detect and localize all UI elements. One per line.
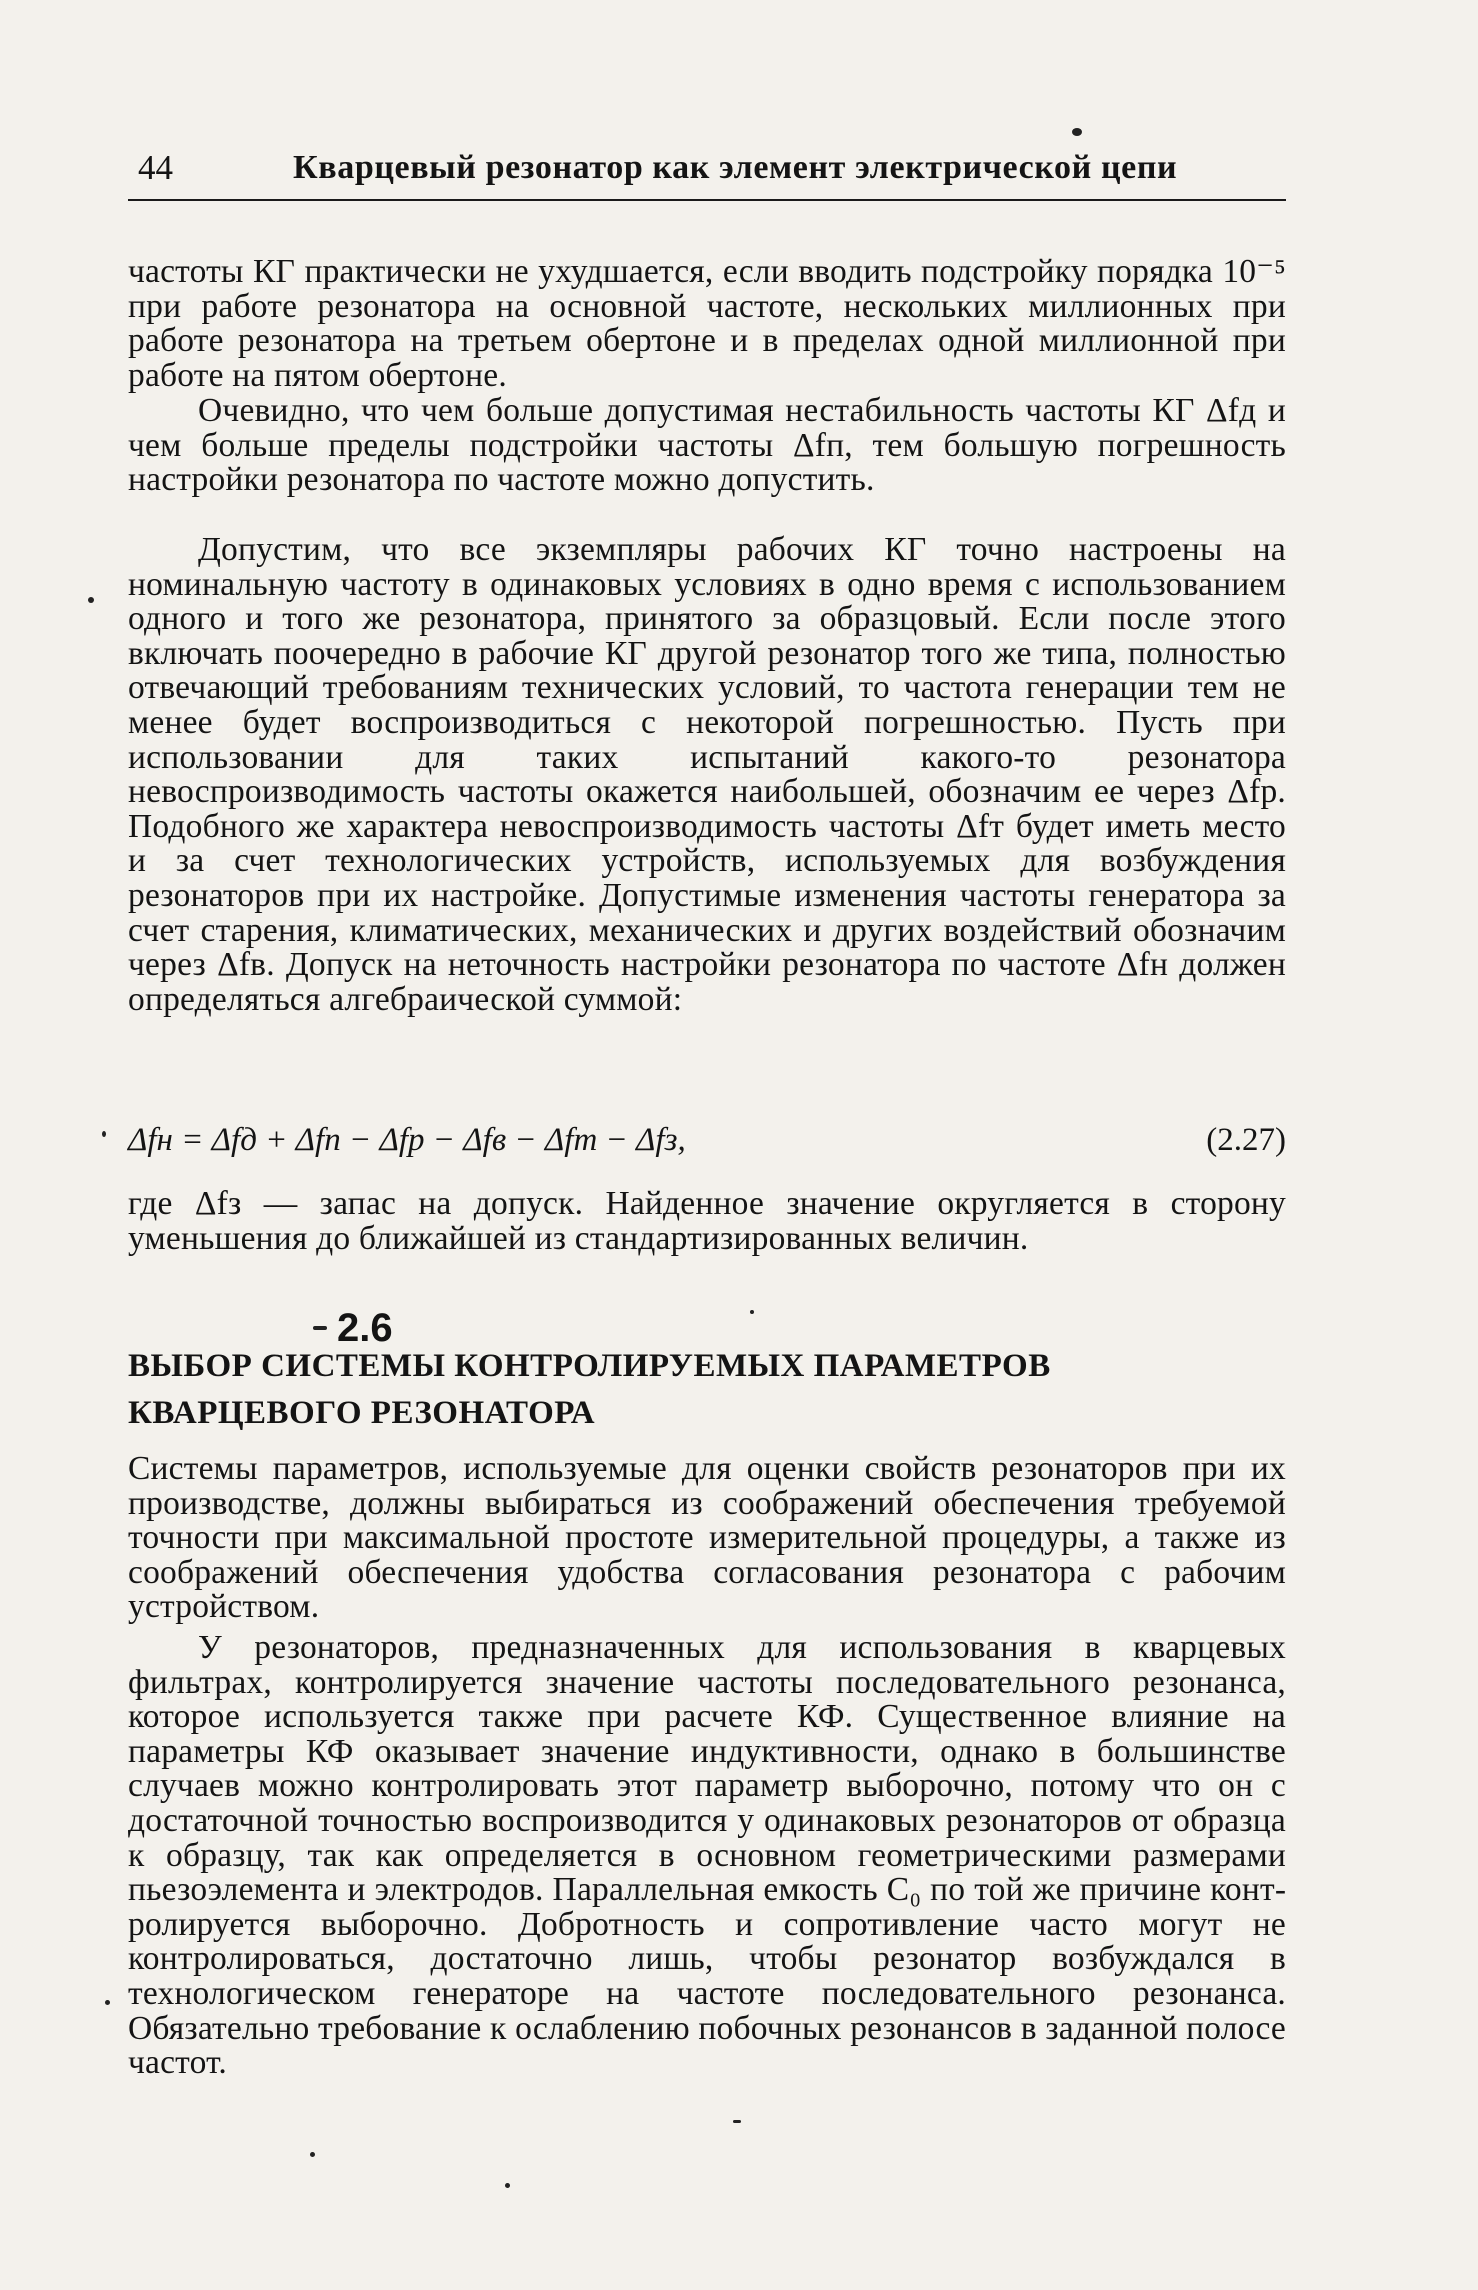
scan-speck: [313, 1326, 327, 1330]
paragraph-5: Системы параметров, используемые для оценки свойств резонаторов при их производстве, должны выбираться из соображений обеспечения требуемой точности при максимальной простоте измерительной процедуры, а также из соображений обеспечения удобства согласования резонатора с рабочим устройством.: [128, 1450, 1286, 1626]
scan-speck: [310, 2152, 315, 2157]
equation-number: (2.27): [1206, 1122, 1286, 1158]
paragraph-2: Очевидно, что чем больше допустимая нестабильность частоты КГ Δfд и чем больше пределы подстройки частоты Δfп, тем большую погрешность настройки резонатора по частоте можно допустить.: [128, 392, 1286, 499]
paragraph-1: частоты КГ практически не ухудшается, если вводить подстройку порядка 10⁻⁵ при работе резонатора на основной частоте, нескольких миллионных при работе резонатора на третьем обертоне и в пределах одной миллионной при работе на пятом обертоне.: [128, 253, 1286, 394]
scan-speck: [505, 2183, 510, 2188]
scan-speck: [102, 1131, 106, 1137]
section-number: 2.6: [337, 1306, 393, 1350]
equation-2-27: [128, 1118, 1286, 1162]
paragraph-4: где Δfз — запас на допуск. Найденное значение округляется в сторону уменьшения до ближайшей из стандартизированных величин.: [128, 1185, 1286, 1257]
scan-speck: [733, 2120, 741, 2123]
scan-speck: [88, 597, 94, 603]
section-title: ВЫБОР СИСТЕМЫ КОНТРОЛИРУЕМЫХ ПАРАМЕТРОВ КВАРЦЕВОГО РЕЗОНАТОРА: [128, 1348, 1051, 1431]
scan-speck: [105, 2000, 110, 2005]
equation-expression: Δfн = Δfд + Δfп − Δfр − Δfв − Δfт − Δfз,: [128, 1122, 686, 1158]
page-number: 44: [138, 148, 173, 187]
scan-speck: [750, 1310, 754, 1314]
scan-speck: [1072, 128, 1082, 136]
running-title: Кварцевый резонатор как элемент электрической цепи: [293, 149, 1178, 186]
paragraph-3: Допустим, что все экземпляры рабочих КГ точно настроены на номинальную частоту в одинаковых условиях в одно время с использованием одного и того же резонатора, принятого за образцовый. Если после этого включать поочередно в рабочие КГ другой резонатор того же типа, полностью отвечающий требованиям технических условий, то частота генерации тем не менее будет воспроизводиться с некоторой погрешностью. Пусть при использовании для таких испытаний какого-то резонатора невоспроизводимость частоты окажется наибольшей, обозначим ее через Δfр. Подобного же характера невоспроизводимость частоты Δfт будет иметь место и за счет технологических устройств, используемых для возбуждения резонаторов при их настройке. Допустимые изменения частоты генератора за счет старения, климатических, механических и других воздействий обозначим через Δfв. Допуск на неточность настройки резонатора по частоте Δfн должен определяться алгебраической суммой:: [128, 531, 1286, 1018]
page-header: [128, 143, 1286, 201]
paragraph-6: У резонаторов, предназначенных для использования в кварцевых фильтрах, контролируется значение частоты последовательного резонанса, которое используется также при расчете КФ. Существенное влияние на параметры КФ оказывает значение индуктивности, однако в большинстве случаев можно контролировать этот параметр выборочно, потому что он с достаточной точностью воспроизводится у одинаковых резонаторов от образца к образцу, так как определяется в основном геометрическими размерами пьезоэлемента и электродов. Параллельная емкость C₀ по той же причине контролируется выборочно. Добротность и сопротивление часто могут не контролироваться, достаточно лишь, чтобы резонатор возбуждался в технологическом генераторе на частоте последовательного резонанса. Обязательно требование к ослаблению побочных резонансов в заданной полосе частот.: [128, 1629, 1286, 2082]
